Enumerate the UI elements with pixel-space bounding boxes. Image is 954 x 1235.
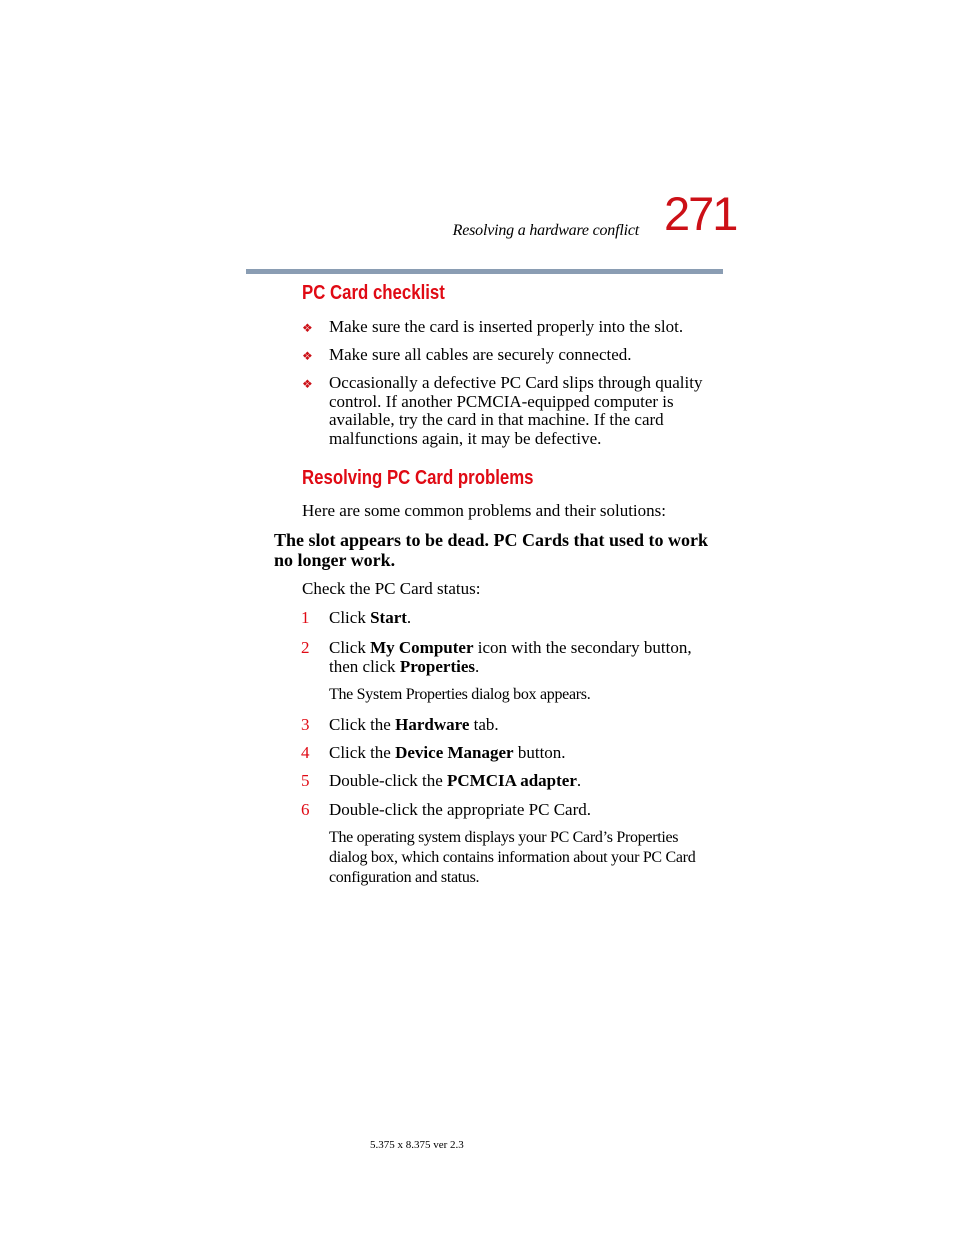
step-number: 6 (301, 800, 310, 819)
step-number: 5 (301, 771, 310, 790)
step-2-text: Click My Computer icon with the secondary button, then click Properties. (329, 638, 692, 676)
problem-statement: The slot appears to be dead. PC Cards that used to work no longer work. (274, 530, 709, 570)
step-6-note: The operating system displays your PC Card’s Properties dialog box, which contains information about your PC Card configuration and status. (329, 829, 696, 886)
step-5-text: Double-click the PCMCIA adapter. (329, 771, 582, 790)
step-4-text: Click the Device Manager button. (329, 743, 566, 762)
ui-label-properties: Properties (399, 657, 476, 676)
ui-label-device-manager: Device Manager (395, 743, 514, 762)
footer-version: 5.375 x 8.375 ver 2.3 (370, 1139, 464, 1151)
bullet-icon: ❖ (302, 377, 313, 391)
page-number: 271 (664, 187, 737, 240)
bullet-icon: ❖ (302, 321, 313, 335)
intro-text: Here are some common problems and their solutions: (302, 501, 666, 520)
step-1-text: Click Start. (329, 608, 412, 627)
step-number: 4 (301, 743, 310, 762)
checklist-item: Occasionally a defective PC Card slips through quality control. If another PCMCIA-equipped computer is available, try the card in that machine. If the card malfunctions again, it may be defective. (329, 373, 703, 448)
ui-label-pcmcia-adapter: PCMCIA adapter (447, 771, 577, 790)
step-2-note: The System Properties dialog box appears. (329, 686, 591, 703)
ui-label-my-computer: My Computer (370, 638, 474, 657)
step-3-text: Click the Hardware tab. (329, 715, 499, 734)
checklist-item: Make sure the card is inserted properly into the slot. (329, 317, 684, 336)
ui-label-start: Start (370, 608, 407, 627)
running-header: Resolving a hardware conflict (452, 222, 639, 239)
section-heading-pc-card-checklist: PC Card checklist (302, 282, 445, 304)
header-rule (246, 269, 723, 274)
step-number: 2 (301, 638, 310, 657)
ui-label-hardware: Hardware (395, 715, 470, 734)
bullet-icon: ❖ (302, 349, 313, 363)
checklist-item: Make sure all cables are securely connected. (329, 345, 632, 364)
step-number: 1 (301, 608, 310, 627)
check-status-text: Check the PC Card status: (302, 579, 481, 598)
section-heading-resolving-pc-card-problems: Resolving PC Card problems (302, 467, 534, 489)
step-number: 3 (301, 715, 310, 734)
step-6-text: Double-click the appropriate PC Card. (329, 800, 592, 819)
